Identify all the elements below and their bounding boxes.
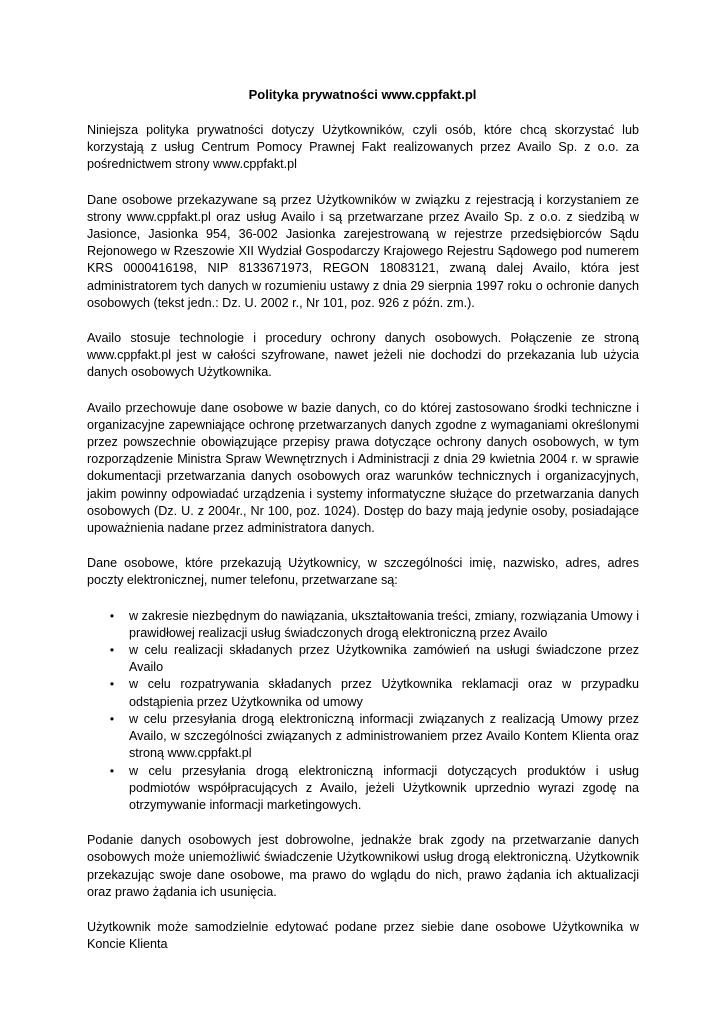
paragraph-gap [87, 312, 639, 330]
paragraph-gap [87, 174, 639, 192]
paragraph-data-transfer: Dane osobowe przekazywane są przez Użytkowników w związku z rejestracją i korzystaniem ze strony www.cppfakt.pl oraz usług Availo i są przetwarzane przez Availo Sp. z o.o. z siedzibą w Jasionce, Jasionka 954, 36-002 Jasionka zarejestrowaną w rejestrze przedsiębiorców Sądu Rejonowego w Rzeszowie XII Wydział Gospodarczy Krajowego Rejestru Sądowego pod numerem KRS 0000416198, NIP 8133671973, REGON 18083121, zwaną dalej Availo, która jest administratorem tych danych w rozumieniu ustawy z dnia 29 sierpnia 1997 roku o ochronie danych osobowych (tekst jedn.: Dz. U. 2002 r., Nr 101, poz. 926 z późn. zm.). [87, 192, 639, 310]
list-item [109, 711, 639, 763]
purposes-list [87, 608, 639, 814]
document-body [87, 122, 639, 953]
bullet-icon: • [109, 677, 115, 692]
paragraph-purposes-intro: Dane osobowe, które przekazują Użytkownicy, w szczególności imię, nazwisko, adres, adres poczty elektronicznej, numer telefonu, przetwarzane są: [87, 556, 639, 588]
list-item-text: w celu przesyłania drogą elektroniczną informacji dotyczących produktów i usług podmiotów współpracujących z Availo, jeżeli Użytkownik uprzednio wyrazi zgodę na otrzymywanie informacji marketingowych. [129, 763, 639, 812]
paragraph-gap [87, 814, 639, 832]
list-item-text: w celu realizacji składanych przez Użytkownika zamówień na usługi świadczone przez Availo [129, 643, 639, 675]
list-item-text: w celu rozpatrywania składanych przez Użytkownika reklamacji oraz w przypadku odstąpienia przez Użytkownika od umowy [129, 677, 639, 709]
paragraph-storage: Availo przechowuje dane osobowe w bazie danych, co do której zastosowano środki techniczne i organizacyjne zapewniające ochronę przetwarzanych danych zgodne z wymaganiami określonymi przez powszechnie obowiązujące przepisy prawa dotyczące ochrony danych osobowych, w tym rozporządzenie Ministra Spraw Wewnętrznych i Administracji z dnia 29 kwietnia 2004 r. w sprawie dokumentacji przetwarzania danych osobowych oraz warunków technicznych i organizacyjnych, jakim powinny odpowiadać urządzenia i systemy informatyczne służące do przetwarzania danych osobowych (Dz. U. z 2004r., Nr 100, poz. 1024). Dostęp do bazy mają jedynie osoby, posiadające upoważnienia nadane przez administratora danych. [87, 400, 639, 536]
paragraph-intro: Niniejsza polityka prywatności dotyczy Użytkowników, czyli osób, które chcą skorzystać lub korzystają z usług Centrum Pomocy Prawnej Fakt realizowanych przez Availo Sp. z o.o. za pośrednictwem strony www.cppfakt.pl [87, 123, 639, 172]
paragraph-gap [87, 901, 639, 919]
list-item [109, 642, 639, 676]
list-item [109, 676, 639, 710]
paragraph-voluntary: Podanie danych osobowych jest dobrowolne, jednakże brak zgody na przetwarzanie danych osobowych może uniemożliwić świadczenie Użytkownikowi usług drogą elektroniczną. Użytkownik przekazując swoje dane osobowe, ma prawo do wglądu do nich, prawo żądania ich aktualizacji oraz prawo żądania ich usunięcia. [87, 833, 639, 899]
paragraph-gap [87, 537, 639, 555]
paragraph-gap [87, 590, 639, 608]
list-item [109, 608, 639, 642]
bullet-icon: • [109, 763, 115, 778]
list-item [109, 763, 639, 815]
bullet-icon: • [109, 608, 115, 623]
paragraph-gap [87, 382, 639, 400]
bullet-icon: • [109, 643, 115, 658]
page-title: Polityka prywatności www.cppfakt.pl [248, 87, 477, 102]
bullet-icon: • [109, 711, 115, 726]
paragraph-technology: Availo stosuje technologie i procedury ochrony danych osobowych. Połączenie ze stroną www.cppfakt.pl jest w całości szyfrowane, nawet jeżeli nie dochodzi do przekazania lub użycia danych osobowych Użytkownika. [87, 331, 639, 380]
list-item-text: w zakresie niezbędnym do nawiązania, ukształtowania treści, zmiany, rozwiązania Umowy i prawidłowej realizacji usług świadczonych drogą elektroniczną przez Availo [129, 608, 639, 640]
list-item-text: w celu przesyłania drogą elektroniczną informacji związanych z realizacją Umowy przez Availo, w szczególności związanych z administrowaniem przez Availo Kontem Klienta oraz stroną www.cppfakt.pl [129, 711, 639, 761]
paragraph-editing: Użytkownik może samodzielnie edytować podane przez siebie dane osobowe Użytkownika w Koncie Klienta [87, 919, 639, 952]
